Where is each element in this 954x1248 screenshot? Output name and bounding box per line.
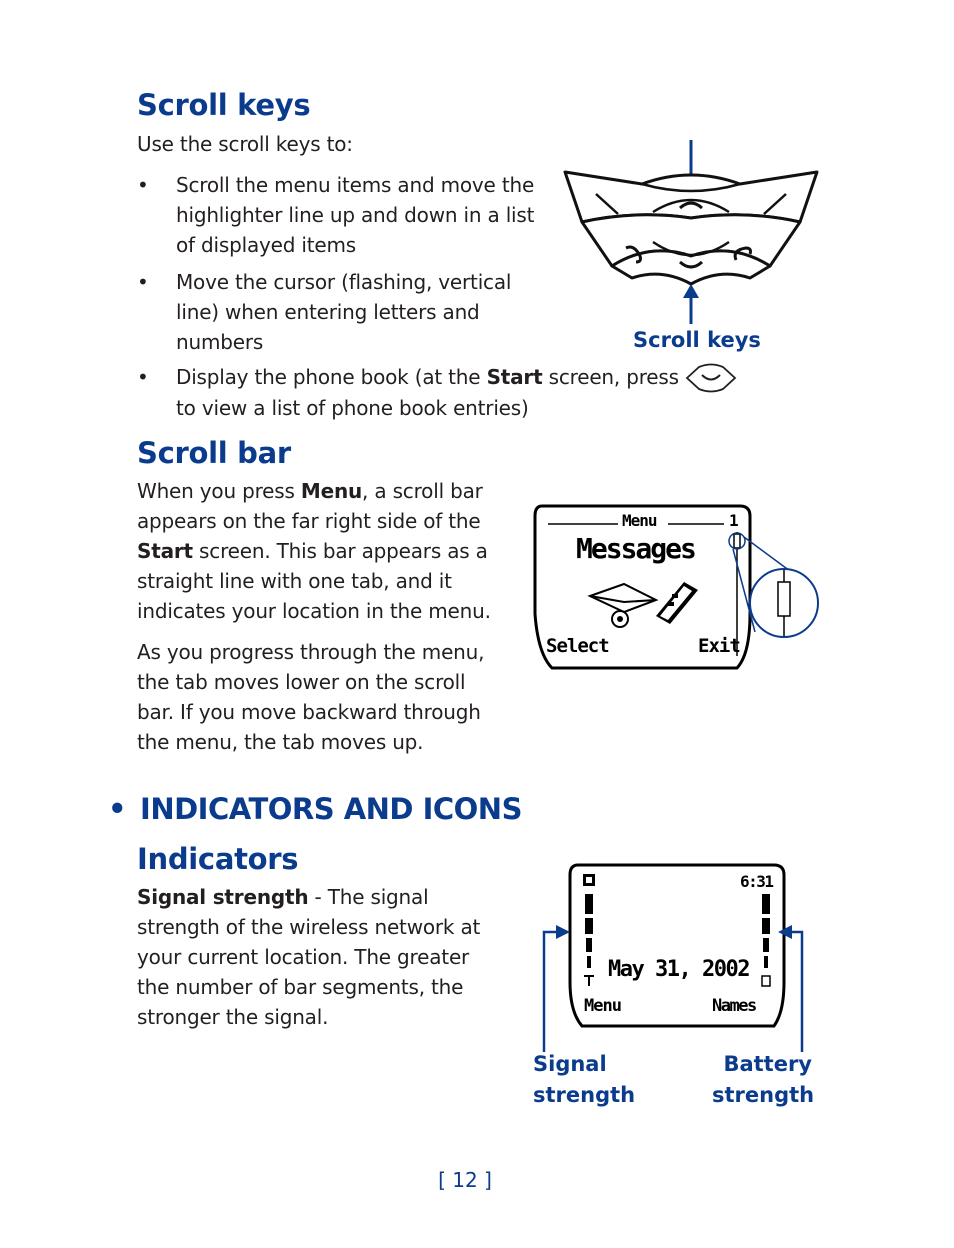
menu-screen-figure — [532, 504, 822, 674]
section-title: • INDICATORS AND ICONS — [108, 792, 522, 826]
scroll-keys-intro: Use the scroll keys to: — [137, 132, 353, 156]
signal-strength-paragraph: Signal strength - The signal strength of the wireless network at your current location. The greater the number of bar segments, the stronger the signal. — [137, 885, 481, 1029]
menu-softkey: Menu — [584, 996, 621, 1016]
indicators-heading: Indicators — [137, 842, 299, 876]
scroll-bar-paragraph-2: As you progress through the menu, the tab moves lower on the scroll bar. If you move backward through the menu, the tab moves up. — [137, 640, 485, 754]
scroll-key-icon — [685, 363, 737, 393]
scroll-keys-bullet-3: • Display the phone book (at the Start screen, press to view a list of phone book entries) — [137, 362, 757, 423]
scroll-keys-list — [137, 170, 537, 364]
clock: 6:31 — [740, 872, 773, 891]
page-number: [ 12 ] — [438, 1168, 492, 1192]
exit-softkey: Exit — [698, 635, 740, 657]
list-item: • Scroll the menu items and move the highlighter line up and down in a list of displayed items — [137, 173, 535, 257]
menu-screen-number: 1 — [729, 511, 739, 530]
menu-screen-header: Menu — [622, 511, 657, 530]
scroll-bar-paragraph-1: When you press Menu, a scroll bar appears on the far right side of the Start screen. This bar appears as a straight line with one tab, and it indicates your location in the menu. — [137, 479, 491, 623]
scroll-bar-heading: Scroll bar — [137, 436, 291, 470]
scroll-keys-caption: Scroll keys — [633, 328, 761, 352]
signal-strength-callout: Signal strength — [533, 1052, 636, 1107]
signal-callout-arrow — [544, 925, 570, 1052]
date: May 31, 2002 — [608, 957, 749, 982]
menu-screen-title: Messages — [576, 532, 695, 565]
select-softkey: Select — [546, 635, 609, 657]
scroll-keys-heading: Scroll keys — [137, 88, 311, 122]
scroll-keys-illustration — [560, 138, 822, 328]
battery-strength-callout: Battery strength — [712, 1052, 815, 1107]
zoomed-scroll-bar — [750, 569, 818, 637]
list-item: • Move the cursor (flashing, vertical line) when entering letters and numbers — [137, 270, 512, 354]
names-softkey: Names — [712, 996, 756, 1016]
section-bullet: • — [108, 792, 127, 826]
up-arrow-icon — [683, 284, 699, 324]
